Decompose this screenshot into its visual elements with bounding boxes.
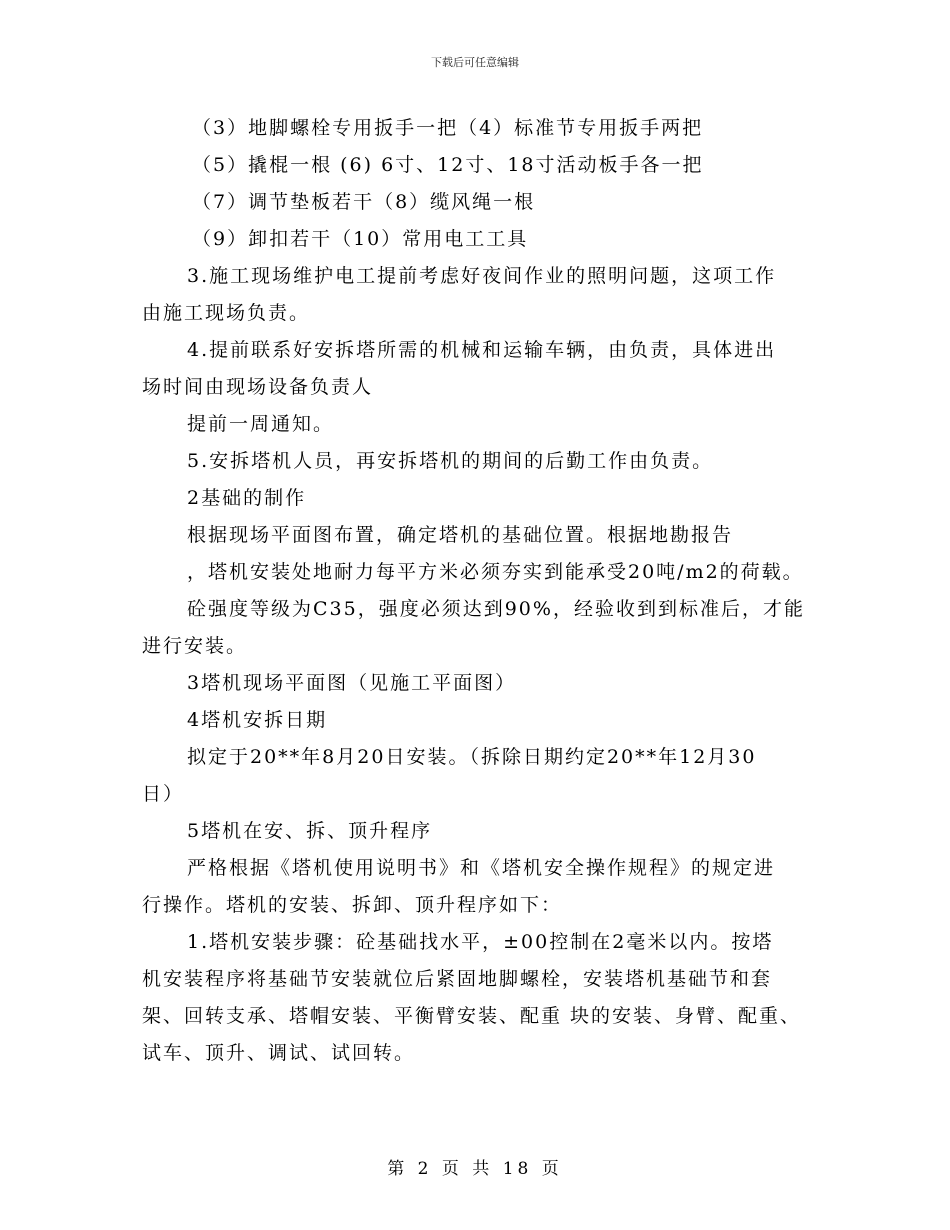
section-heading: 5塔机在安、拆、顶升程序 — [187, 820, 433, 842]
text-line: 严格根据《塔机使用说明书》和《塔机安全操作规程》的规定进 — [187, 857, 776, 879]
text-line: 5.安拆塔机人员，再安拆塔机的期间的后勤工作由负责。 — [187, 450, 714, 472]
text-line: 架、回转支承、塔帽安装、平衡臂安装、配重 块的安装、身臂、配重、 — [142, 1005, 802, 1027]
section-heading: 2基础的制作 — [187, 487, 307, 509]
text-line: 进行安装。 — [142, 635, 248, 657]
text-line: 1.塔机安装步骤：砼基础找水平，±00控制在2毫米以内。按塔 — [187, 931, 774, 953]
text-line: 试车、顶升、调试、试回转。 — [142, 1042, 416, 1064]
text-line: 根据现场平面图布置，确定塔机的基础位置。根据地勘报告 — [187, 524, 734, 546]
text-line: （5）撬棍一根 (6) 6寸、12寸、18寸活动板手各一把 — [192, 154, 704, 176]
section-heading: 4塔机安拆日期 — [187, 709, 328, 731]
section-heading: 3塔机现场平面图（见施工平面图） — [187, 672, 517, 694]
text-line: 提前一周通知。 — [187, 413, 335, 435]
header-note: 下载后可任意编辑 — [431, 56, 519, 69]
text-line: 机安装程序将基础节安装就位后紧固地脚螺栓，安装塔机基础节和套 — [142, 968, 773, 990]
page-number: 第 2 页 共 18 页 — [387, 1159, 563, 1179]
text-line: 3.施工现场维护电工提前考虑好夜间作业的照明问题，这项工作 — [187, 265, 777, 287]
text-line: （3）地脚螺栓专用扳手一把（4）标准节专用扳手两把 — [192, 117, 704, 139]
text-line: 4.提前联系好安拆塔所需的机械和运输车辆，由负责，具体进出 — [187, 339, 777, 361]
text-line: 日） — [142, 783, 185, 805]
text-line: 场时间由现场设备负责人 — [142, 376, 374, 398]
text-line: （7）调节垫板若干（8）缆风绳一根 — [192, 191, 536, 213]
text-line: 砼强度等级为C35，强度必须达到90%，经验收到到标准后，才能 — [187, 598, 805, 620]
text-line: 拟定于20**年8月20日安装。（拆除日期约定20**年12月30 — [187, 746, 757, 768]
document-body — [142, 110, 832, 1072]
text-line: 由施工现场负责。 — [142, 302, 311, 324]
text-line: （9）卸扣若干（10）常用电工工具 — [192, 228, 529, 250]
text-line: ，塔机安装处地耐力每平方米必须夯实到能承受20吨/m2的荷载。 — [187, 561, 804, 583]
text-line: 行操作。塔机的安装、拆卸、顶升程序如下： — [142, 894, 563, 916]
